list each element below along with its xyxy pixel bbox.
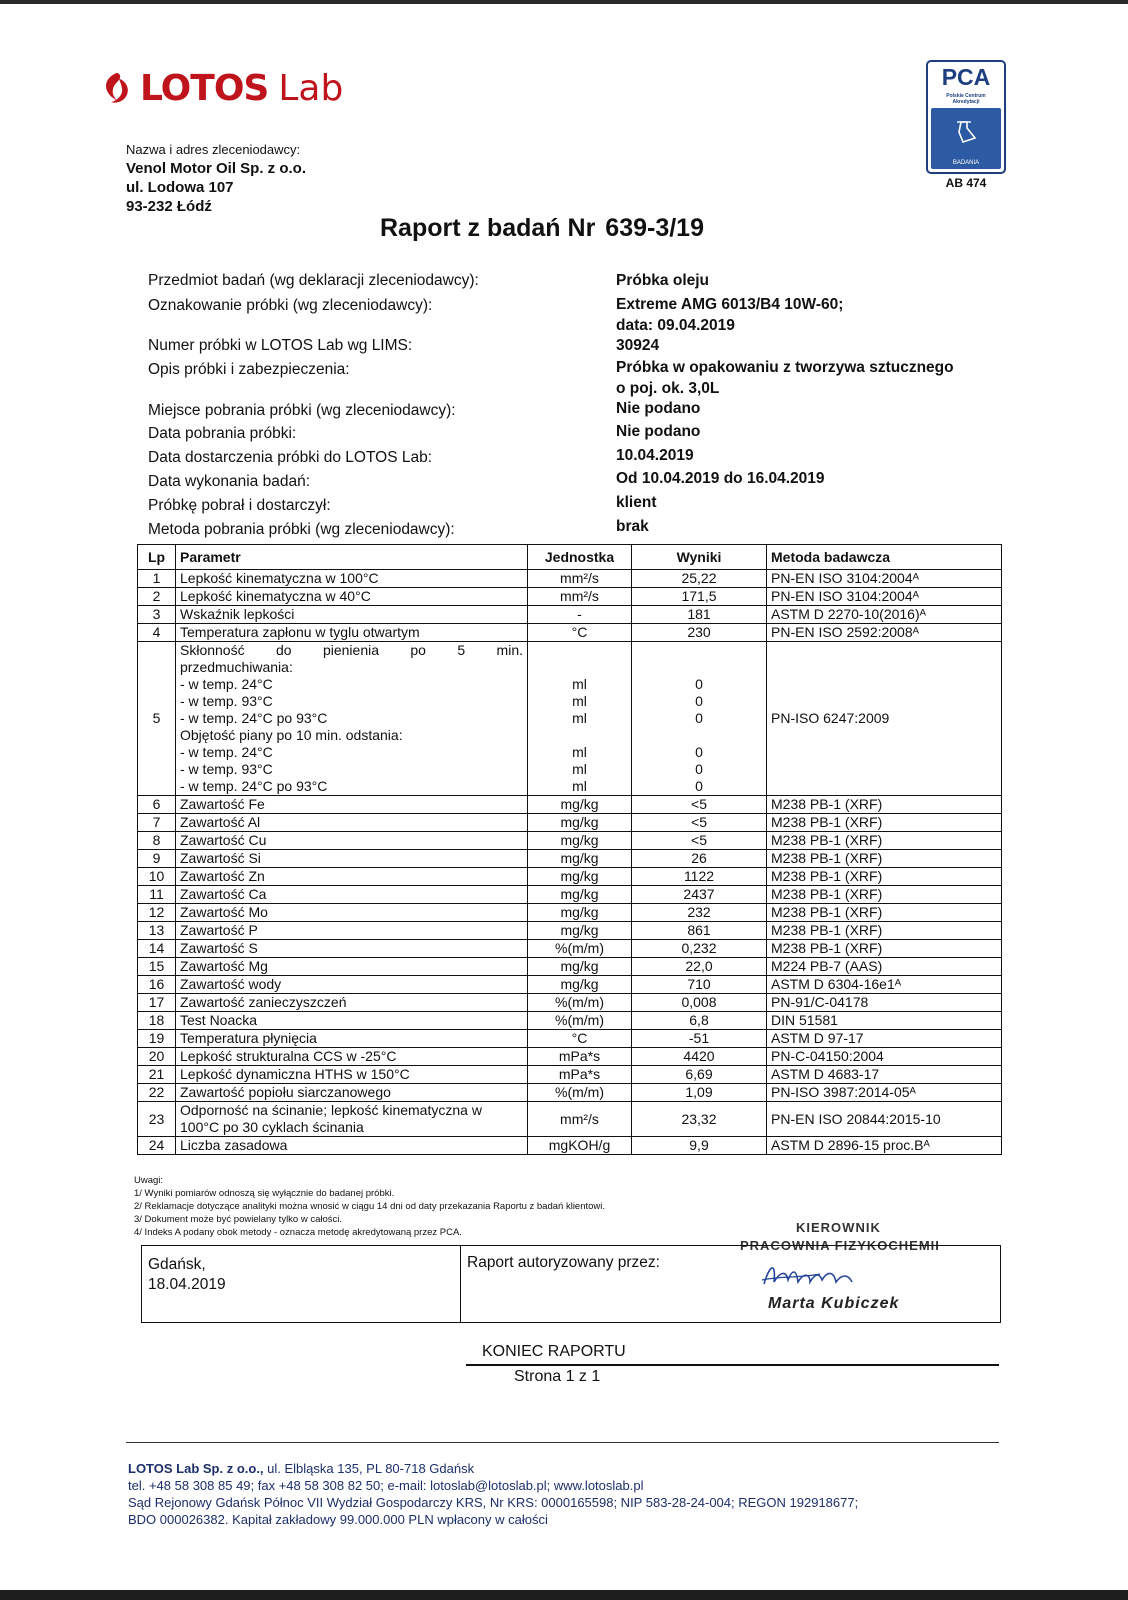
cell-lp: 13 [138,922,176,940]
remark-item: 1/ Wyniki pomiarów odnoszą się wyłącznie do badanej próbki. [134,1188,395,1199]
cell-wynik: 2437 [632,886,767,904]
foam-line: - w temp. 93°C [180,761,273,777]
footer-company: LOTOS Lab Sp. z o.o., [128,1461,264,1476]
cell-lp: 2 [138,588,176,606]
cell-jednostka: mm²/s [528,1102,632,1137]
place-date-cell [142,1246,461,1322]
cell-wynik: 1,09 [632,1084,767,1102]
column-header-jednostka: Jednostka [528,545,632,570]
foam-unit: ml [572,710,587,726]
cell-metoda: DIN 51581 [767,1012,1002,1030]
cell-metoda: PN-EN ISO 3104:2004ᴬ [767,588,1002,606]
table-row [138,570,1002,588]
foam-unit: ml [572,761,587,777]
cell-lp: 22 [138,1084,176,1102]
cell-metoda: PN-ISO 6247:2009 [767,642,1002,796]
foam-result: 0 [695,778,703,794]
cell-jednostka: mgKOH/g [528,1137,632,1155]
column-header-lp: Lp [138,545,176,570]
table-row [138,994,1002,1012]
remark-item: 3/ Dokument może być powielany tylko w całości. [134,1214,343,1225]
info-label: Metoda pobrania próbki (wg zleceniodawcy): [148,521,455,538]
cell-lp: 21 [138,1066,176,1084]
place: Gdańsk, [148,1256,206,1273]
cell-jednostka: mg/kg [528,814,632,832]
cell-parametr: Zawartość Mo [176,904,528,922]
cell-jednostka: mg/kg [528,922,632,940]
stamp-department: PRACOWNIA FIZYKOCHEMII [740,1238,940,1253]
cell-metoda: PN-C-04150:2004 [767,1048,1002,1066]
cell-metoda: M238 PB-1 (XRF) [767,886,1002,904]
table-row [138,1066,1002,1084]
cell-lp: 20 [138,1048,176,1066]
cell-metoda: PN-91/C-04178 [767,994,1002,1012]
remarks [134,1174,605,1239]
cell-wynik: <5 [632,796,767,814]
cell-jednostka: mg/kg [528,886,632,904]
table-row [138,850,1002,868]
cell-jednostka: %(m/m) [528,994,632,1012]
foam-result [636,659,762,676]
cell-metoda: ASTM D 2270-10(2016)ᴬ [767,606,1002,624]
cell-parametr: Zawartość Cu [176,832,528,850]
cell-metoda: M238 PB-1 (XRF) [767,814,1002,832]
info-value-cont: o poj. ok. 3,0L [616,380,720,397]
cell-wynik: 1122 [632,868,767,886]
date: 18.04.2019 [148,1276,226,1293]
cell-wynik [632,642,767,796]
cell-lp: 5 [138,642,176,796]
info-label: Przedmiot badań (wg deklaracji zleceniodawcy): [148,272,479,289]
cell-lp: 6 [138,796,176,814]
handwritten-signature [760,1258,870,1292]
lotos-flame-icon [98,69,136,107]
cell-metoda: ASTM D 4683-17 [767,1066,1002,1084]
cell-jednostka: mg/kg [528,832,632,850]
info-value: brak [616,518,649,535]
cell-metoda: M238 PB-1 (XRF) [767,832,1002,850]
cell-wynik: 710 [632,976,767,994]
pca-badanie-label: BADANIA [952,160,980,166]
table-row-foam [138,642,1002,796]
signer-name: Marta Kubiczek [768,1295,900,1312]
cell-wynik: 26 [632,850,767,868]
foam-line: - w temp. 24°C po 93°C [180,710,328,726]
cell-wynik: 0,008 [632,994,767,1012]
cell-lp: 24 [138,1137,176,1155]
cell-wynik: -51 [632,1030,767,1048]
pca-title: PCA [941,64,991,90]
cell-metoda: M238 PB-1 (XRF) [767,940,1002,958]
cell-jednostka: mm²/s [528,588,632,606]
cell-wynik: 6,69 [632,1066,767,1084]
cell-parametr: Lepkość dynamiczna HTHS w 150°C [176,1066,528,1084]
foam-line: Objętość piany po 10 min. odstania: [180,727,403,743]
foam-unit: ml [572,676,587,692]
client-street: ul. Lodowa 107 [126,179,234,196]
foam-unit [532,642,627,659]
foam-result: 0 [695,744,703,760]
report-title-text: Raport z badań Nr [380,214,596,242]
foam-unit: ml [572,693,587,709]
cell-parametr: Zawartość P [176,922,528,940]
cell-parametr: Temperatura zapłonu w tyglu otwartym [176,624,528,642]
cell-metoda: M238 PB-1 (XRF) [767,904,1002,922]
cell-wynik: 6,8 [632,1012,767,1030]
cell-metoda: PN-ISO 3987:2014-05ᴬ [767,1084,1002,1102]
cell-metoda: M238 PB-1 (XRF) [767,922,1002,940]
column-header-wyniki: Wyniki [632,545,767,570]
pca-accreditation-code: AB 474 [945,176,987,190]
cell-lp: 17 [138,994,176,1012]
cell-wynik: 4420 [632,1048,767,1066]
cell-jednostka: mm²/s [528,570,632,588]
cell-wynik: 230 [632,624,767,642]
client-name: Venol Motor Oil Sp. z o.o. [126,160,306,177]
cell-metoda: M238 PB-1 (XRF) [767,868,1002,886]
cell-jednostka: mPa*s [528,1048,632,1066]
info-value: Extreme AMG 6013/B4 10W-60; [616,296,844,313]
scan-bottom-border [0,1590,1128,1600]
cell-parametr [176,642,528,796]
cell-wynik: 22,0 [632,958,767,976]
cell-wynik: 232 [632,904,767,922]
cell-wynik: 25,22 [632,570,767,588]
cell-lp: 8 [138,832,176,850]
scan-top-border [0,0,1128,4]
cell-wynik: 23,32 [632,1102,767,1137]
table-row [138,588,1002,606]
cell-jednostka: %(m/m) [528,1012,632,1030]
foam-line: - w temp. 24°C [180,676,273,692]
report-number: 639-3/19 [605,214,704,242]
cell-lp: 14 [138,940,176,958]
cell-lp: 23 [138,1102,176,1137]
info-value: 30924 [616,337,660,354]
foam-result: 0 [695,710,703,726]
cell-jednostka: °C [528,1030,632,1048]
info-value: Próbka w opakowaniu z tworzywa sztucznego [616,359,954,376]
cell-metoda: PN-EN ISO 20844:2015-10 [767,1102,1002,1137]
cell-lp: 9 [138,850,176,868]
cell-lp: 15 [138,958,176,976]
stamp-title: KIEROWNIK [796,1220,881,1235]
remark-item: 4/ Indeks A podany obok metody - oznacza metodę akredytowaną przez PCA. [134,1227,462,1238]
table-row [138,1137,1002,1155]
client-block [126,140,306,216]
info-label: Data wykonania badań: [148,473,311,490]
column-header-parametr: Parametr [176,545,528,570]
lotos-lab-logo [98,66,343,110]
remark-item: 2/ Reklamacje dotyczące analityki można wnosić w ciągu 14 dni od daty przekazania Raportu z badań klientowi. [134,1201,606,1212]
cell-wynik: 861 [632,922,767,940]
footer-registry: Sąd Rejonowy Gdańsk Północ VII Wydział Gospodarczy KRS, Nr KRS: 0000165598; NIP 583-28-24-004; REGON 192918677; [128,1495,859,1510]
info-value: Od 10.04.2019 do 16.04.2019 [616,470,825,487]
authorized-label: Raport autoryzowany przez: [467,1254,660,1271]
foam-unit: ml [572,744,587,760]
cell-parametr: Zawartość Ca [176,886,528,904]
cell-metoda: PN-EN ISO 2592:2008ᴬ [767,624,1002,642]
cell-metoda: PN-EN ISO 3104:2004ᴬ [767,570,1002,588]
table-row [138,904,1002,922]
cell-parametr: Zawartość S [176,940,528,958]
pca-subtitle [928,93,1004,105]
cell-parametr: Liczba zasadowa [176,1137,528,1155]
client-label: Nazwa i adres zleceniodawcy: [126,142,301,157]
cell-parametr: Lepkość kinematyczna w 40°C [176,588,528,606]
foam-result: 0 [695,676,703,692]
remarks-heading: Uwagi: [134,1175,164,1186]
cell-parametr: Zawartość Al [176,814,528,832]
footer-contact: tel. +48 58 308 85 49; fax +48 58 308 82 50; e-mail: lotoslab@lotoslab.pl; www.lotoslab.pl [128,1478,644,1493]
table-row [138,958,1002,976]
cell-metoda: M238 PB-1 (XRF) [767,796,1002,814]
pca-subtitle-line2: Akredytacji [952,99,980,105]
cell-parametr: Temperatura płynięcia [176,1030,528,1048]
column-header-metoda: Metoda badawcza [767,545,1002,570]
info-value: klient [616,494,657,511]
foam-line: Skłonność do pienienia po 5 min. [180,642,523,658]
cell-lp: 4 [138,624,176,642]
table-row [138,886,1002,904]
cell-parametr: Zawartość Mg [176,958,528,976]
cell-wynik: 181 [632,606,767,624]
cell-parametr: Zawartość wody [176,976,528,994]
info-value: Nie podano [616,423,701,440]
table-row [138,1030,1002,1048]
info-value-cont: data: 09.04.2019 [616,317,735,334]
foam-unit [532,659,627,676]
logo-suffix: Lab [278,67,344,109]
table-row [138,814,1002,832]
cell-lp: 11 [138,886,176,904]
cell-parametr: Zawartość popiołu siarczanowego [176,1084,528,1102]
cell-jednostka: mg/kg [528,976,632,994]
report-title [380,214,704,243]
pca-emblem [931,108,1001,169]
foam-result [636,727,762,744]
cell-parametr: Zawartość zanieczyszczeń [176,994,528,1012]
pca-accreditation-badge [926,60,1006,174]
cell-wynik: <5 [632,814,767,832]
cell-parametr: Lepkość strukturalna CCS w -25°C [176,1048,528,1066]
table-row [138,922,1002,940]
info-value: Próbka oleju [616,272,710,289]
table-row [138,976,1002,994]
cell-jednostka: mg/kg [528,868,632,886]
info-label: Opis próbki i zabezpieczenia: [148,361,350,378]
foam-line: przedmuchiwania: [180,659,293,675]
client-city: 93-232 Łódź [126,198,212,215]
pca-subtitle-line1: Polskie Centrum [946,93,986,99]
page-number: Strona 1 z 1 [514,1368,601,1385]
foam-result [636,642,762,659]
foam-line: - w temp. 24°C po 93°C [180,778,328,794]
cell-lp: 10 [138,868,176,886]
table-row [138,1102,1002,1137]
table-row [138,606,1002,624]
cell-wynik: 0,232 [632,940,767,958]
cell-jednostka [528,642,632,796]
cell-lp: 16 [138,976,176,994]
info-label: Oznakowanie próbki (wg zleceniodawcy): [148,297,433,314]
cell-metoda: ASTM D 2896-15 proc.Bᴬ [767,1137,1002,1155]
cell-metoda: M238 PB-1 (XRF) [767,850,1002,868]
table-row [138,796,1002,814]
pca-flask-icon [931,108,1001,156]
cell-metoda: ASTM D 6304-16e1ᴬ [767,976,1002,994]
logo-wordmark: LOTOS [140,67,269,109]
cell-jednostka: - [528,606,632,624]
info-label: Próbkę pobrał i dostarczył: [148,497,331,514]
cell-jednostka: mg/kg [528,958,632,976]
cell-jednostka: mPa*s [528,1066,632,1084]
foam-line: - w temp. 93°C [180,693,273,709]
table-row [138,624,1002,642]
cell-parametr: Test Noacka [176,1012,528,1030]
foam-line: - w temp. 24°C [180,744,273,760]
cell-wynik: 171,5 [632,588,767,606]
cell-jednostka: %(m/m) [528,1084,632,1102]
cell-lp: 1 [138,570,176,588]
footer-divider [126,1442,999,1443]
cell-metoda: M224 PB-7 (AAS) [767,958,1002,976]
cell-lp: 19 [138,1030,176,1048]
cell-parametr: Wskaźnik lepkości [176,606,528,624]
cell-lp: 7 [138,814,176,832]
cell-jednostka: mg/kg [528,904,632,922]
foam-unit [532,727,627,744]
table-row [138,1084,1002,1102]
foam-result: 0 [695,761,703,777]
cell-parametr: Lepkość kinematyczna w 100°C [176,570,528,588]
end-divider [466,1364,999,1366]
info-label: Numer próbki w LOTOS Lab wg LIMS: [148,337,413,354]
cell-jednostka: °C [528,624,632,642]
table-row [138,940,1002,958]
cell-parametr: Odporność na ścinanie; lepkość kinematyczna w 100°C po 30 cyklach ścinania [176,1102,528,1137]
info-value: Nie podano [616,400,701,417]
cell-metoda: ASTM D 97-17 [767,1030,1002,1048]
table-row [138,1048,1002,1066]
table-row [138,868,1002,886]
cell-jednostka: %(m/m) [528,940,632,958]
company-footer [128,1460,858,1528]
cell-lp: 3 [138,606,176,624]
cell-parametr: Zawartość Zn [176,868,528,886]
end-of-report: KONIEC RAPORTU [482,1343,626,1360]
cell-jednostka: mg/kg [528,850,632,868]
info-label: Data pobrania próbki: [148,425,297,442]
info-label: Data dostarczenia próbki do LOTOS Lab: [148,449,433,466]
cell-lp: 18 [138,1012,176,1030]
table-row [138,1012,1002,1030]
cell-lp: 12 [138,904,176,922]
table-row [138,832,1002,850]
foam-result: 0 [695,693,703,709]
results-table [137,544,1002,1155]
cell-parametr: Zawartość Si [176,850,528,868]
cell-jednostka: mg/kg [528,796,632,814]
footer-capital: BDO 000026382. Kapitał zakładowy 99.000.000 PLN wpłacony w całości [128,1512,548,1527]
cell-wynik: <5 [632,832,767,850]
table-header-row [138,545,1002,570]
cell-parametr: Zawartość Fe [176,796,528,814]
foam-unit: ml [572,778,587,794]
info-label: Miejsce pobrania próbki (wg zleceniodawcy): [148,402,456,419]
footer-address: ul. Elbląska 135, PL 80-718 Gdańsk [263,1461,475,1476]
info-value: 10.04.2019 [616,447,694,464]
cell-wynik: 9,9 [632,1137,767,1155]
